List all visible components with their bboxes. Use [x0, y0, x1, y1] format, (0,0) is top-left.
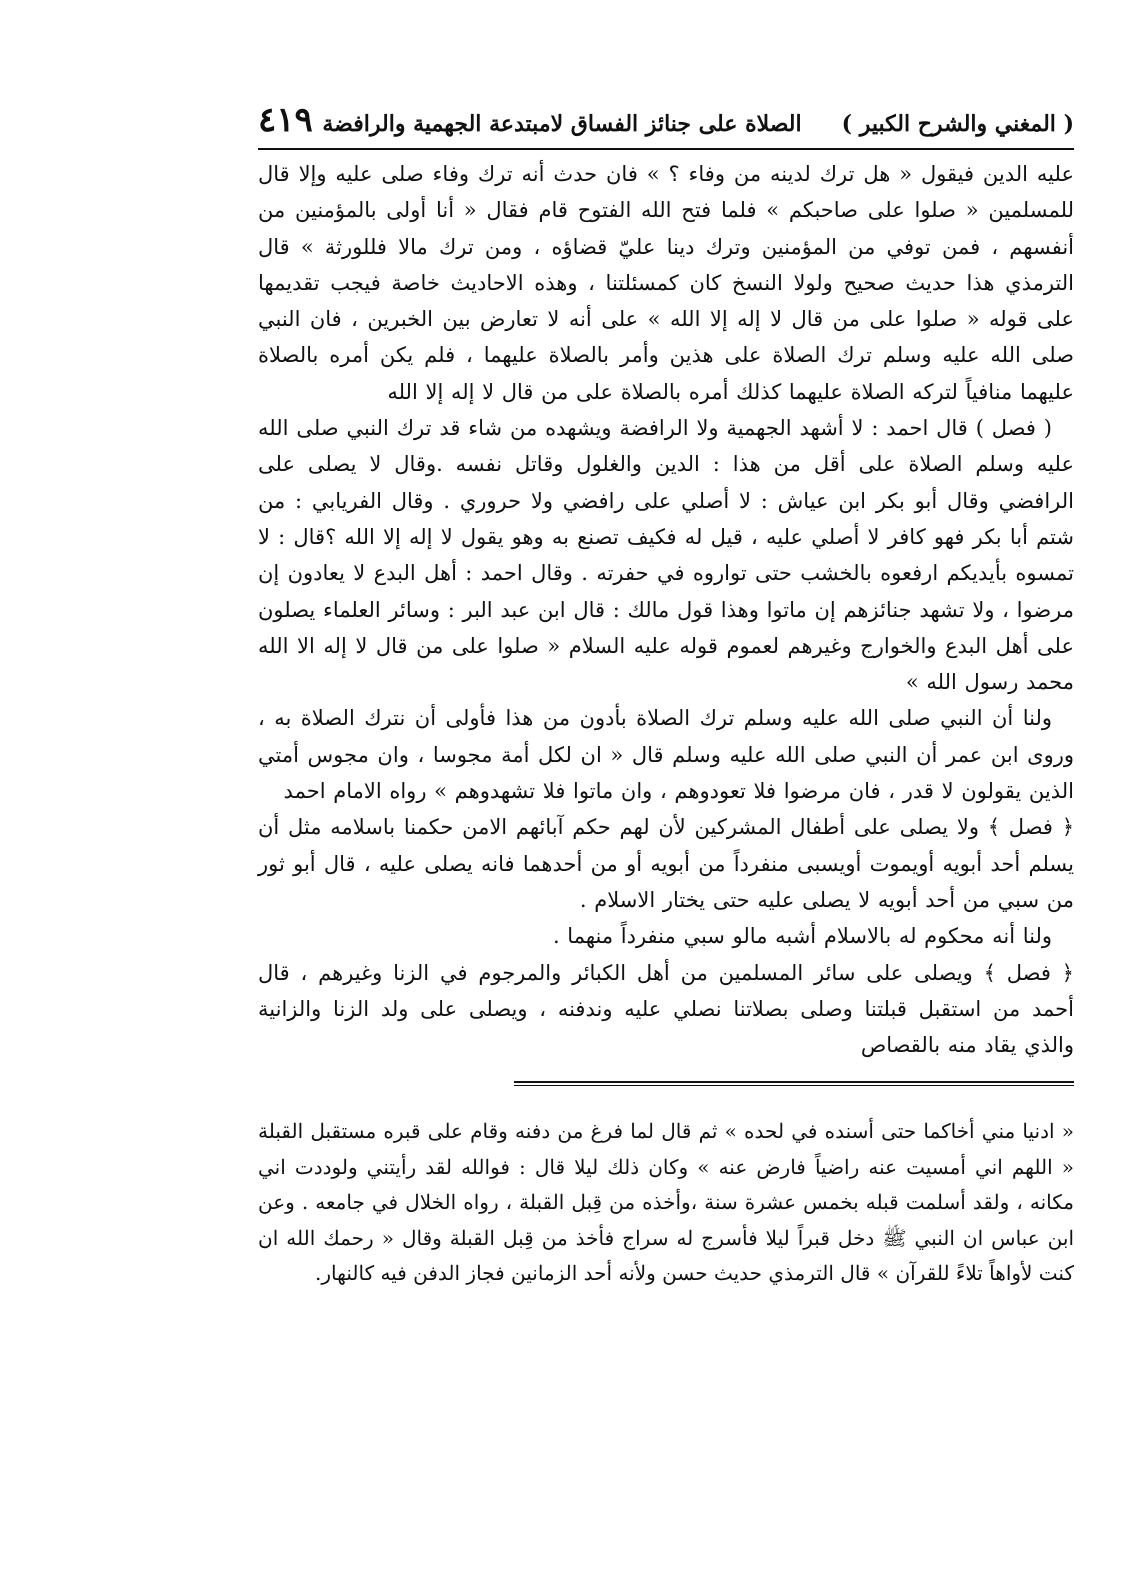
header-titles — [322, 111, 1074, 137]
book-page — [258, 100, 1074, 1292]
footnote-section — [258, 1114, 1074, 1292]
page-number: ٤١٩ — [258, 100, 313, 140]
book-title: ( المغني والشرح الكبير ) — [841, 111, 1074, 137]
footnote-divider — [514, 1081, 1074, 1086]
chapter-title: الصلاة على جنائز الفساق لامبتدعة الجهمية والرافضة — [322, 111, 802, 137]
paragraph-walana-1: ولنا أن النبي صلى الله عليه وسلم ترك الصلاة بأدون من هذا فأولى أن نترك الصلاة به ، وروى ابن عمر أن النبي صلى الله عليه وسلم قال « ان لكل أمة مجوسا ، وان مجوس أمتي الذين يقولون لا قدر ، فان مرضوا فلا تعودوهم ، وان ماتوا فلا تشهدوهم » رواه الامام احمد — [258, 706, 1074, 804]
main-text — [258, 156, 1074, 1063]
header-rule — [258, 148, 1074, 150]
footnote-text: « ادنيا مني أخاكما حتى أسنده في لحده » ثم قال لما فرغ من دفنه وقام على قبره مستقبل القبلة « اللهم اني أمسيت عنه راضياً فارض عنه » وكان ذلك ليلا قال : فوالله لقد رأيتني ولوددت اني مكانه ، ولقد أسلمت قبله بخمس عشرة سنة ،وأخذه من قِبل القبلة ، رواه الخلال في جامعه . وعن ابن عباس ان النبي ﷺ دخل قبراً ليلا فأسرج له سراج فأخذ من قِبل القبلة وقال « رحمك الله ان كنت لأواهاً تلاءً للقرآن » قال الترمذي حديث حسن ولأنه أحد الزمانين فجاز الدفن فيه كالنهار. — [258, 1119, 1074, 1286]
paragraph-fasl-3: ﴿ فصل ﴾ ويصلى على سائر المسلمين من أهل الكبائر والمرجوم في الزنا وغيرهم ، قال أحمد من استقبل قبلتنا وصلى بصلاتنا نصلي عليه وندفنه ، ويصلى على ولد الزنا والزانية والذي يقاد منه بالقصاص — [258, 960, 1074, 1058]
paragraph-continuation: عليه الدين فيقول « هل ترك لدينه من وفاء ؟ » فان حدث أنه ترك وفاء صلى عليه وإلا قال للمسلمين « صلوا على صاحبكم » فلما فتح الله الفتوح قام فقال « أنا أولى بالمؤمنين من أنفسهم ، فمن توفي من المؤمنين وترك دينا عليّ قضاؤه ، ومن ترك مالا فللورثة » قال الترمذي هذا حديث صحيح ولولا النسخ كان كمسئلتنا ، وهذه الاحاديث خاصة فيجب تقديمها على قوله « صلوا على من قال لا إله إلا الله » على أنه لا تعارض بين الخبرين ، فان النبي صلى الله عليه وسلم ترك الصلاة على هذين وأمر بالصلاة عليهما ، فلم يكن أمره بالصلاة عليهما منافياً لتركه الصلاة عليهما كذلك أمره بالصلاة على من قال لا إله إلا الله — [258, 162, 1074, 404]
paragraph-fasl-1: ( فصل ) قال احمد : لا أشهد الجهمية ولا الرافضة ويشهده من شاء قد ترك النبي صلى الله عليه وسلم الصلاة على أقل من هذا : الدين والغلول وقاتل نفسه .وقال لا يصلى على الرافضي وقال أبو بكر ابن عياش : لا أصلي على رافضي ولا حروري . وقال الفريابي : من شتم أبا بكر فهو كافر لا أصلي عليه ، قيل له فكيف تصنع به وهو يقول لا إله إلا الله ؟قال : لا تمسوه بأيديكم ارفعوه بالخشب حتى تواروه في حفرته . وقال احمد : أهل البدع لا يعادون إن مرضوا ، ولا تشهد جنائزهم إن ماتوا وهذا قول مالك : قال ابن عبد البر : وسائر العلماء يصلون على أهل البدع والخوارج وغيرهم لعموم قوله عليه السلام « صلوا على من قال لا إله الا الله محمد رسول الله » — [258, 416, 1074, 695]
running-header — [258, 100, 1074, 146]
paragraph-walana-2: ولنا أنه محكوم له بالاسلام أشبه مالو سبي منفرداً منهما . — [552, 924, 1052, 949]
paragraph-fasl-2: ﴿ فصل ﴾ ولا يصلى على أطفال المشركين لأن لهم حكم آبائهم الامن حكمنا باسلامه مثل أن يسلم أحد أبويه أويموت أويسبى منفرداً من أبويه أو من أحدهما فانه يصلى عليه ، قال أبو ثور من سبي من أحد أبويه لا يصلى عليه حتى يختار الاسلام . — [258, 815, 1074, 912]
